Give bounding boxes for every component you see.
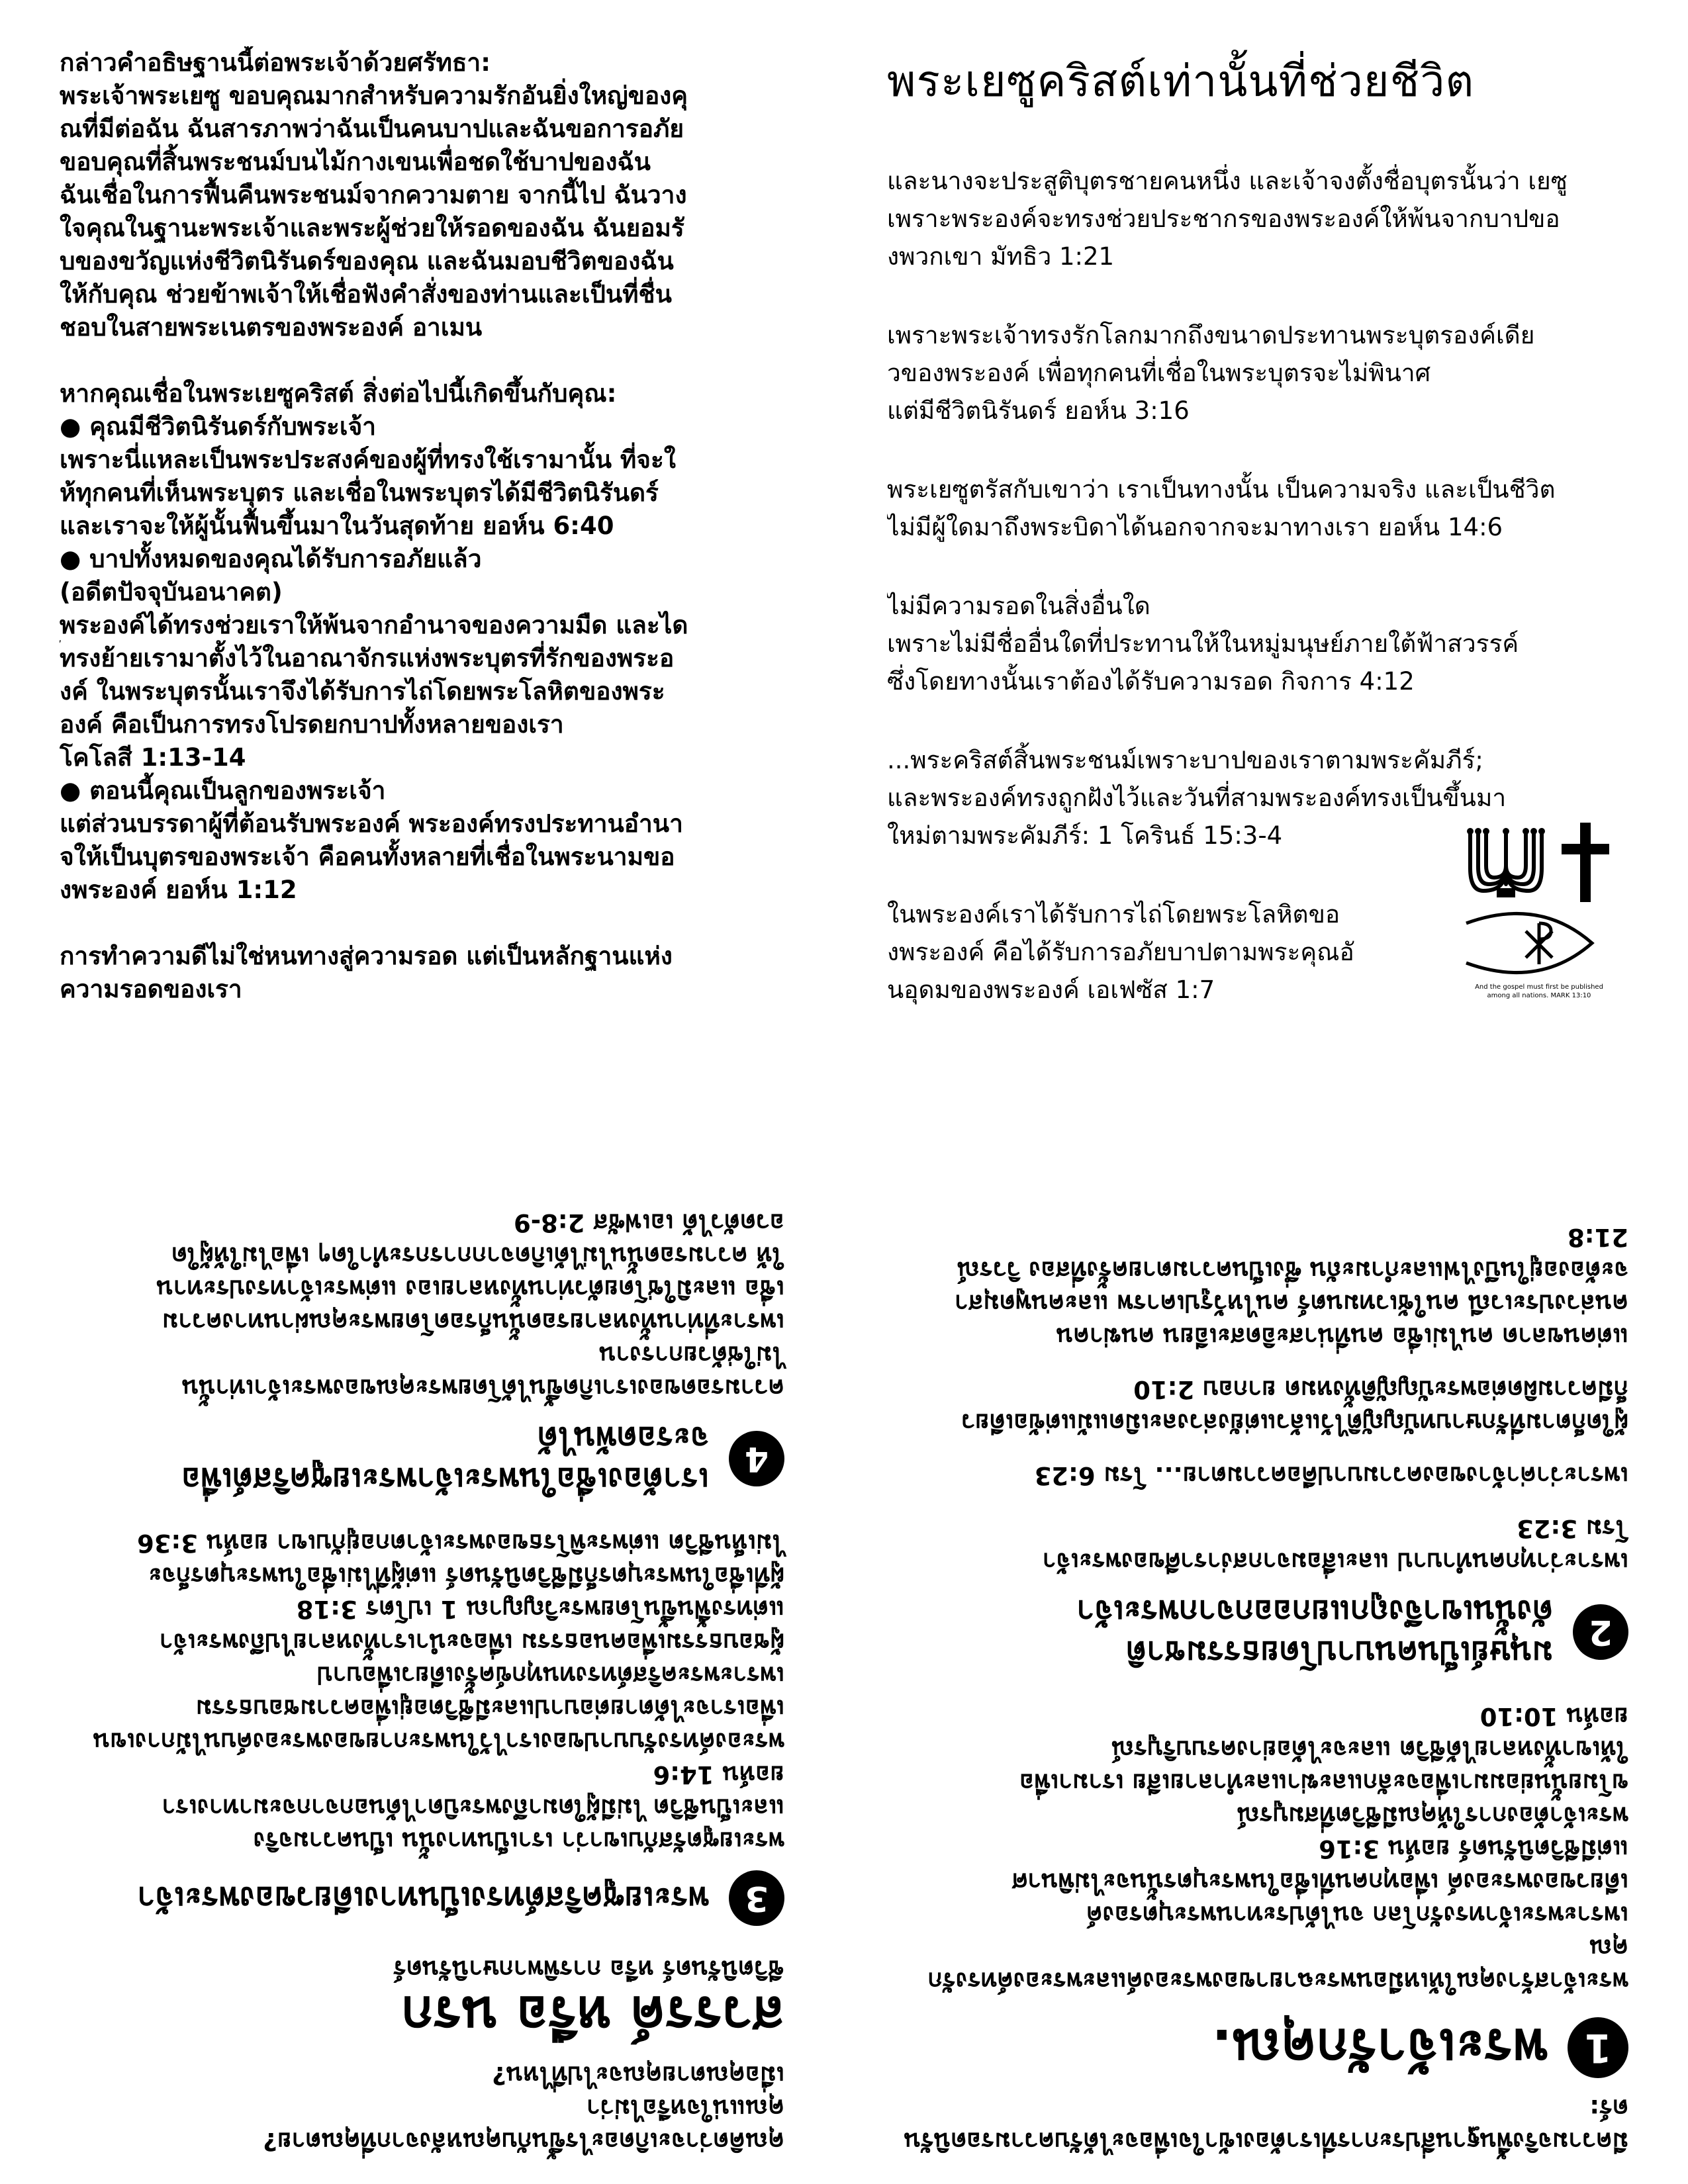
body-line: ความรอดของเราเกิดขึ้นได้โดยพระคุณของพระเจ้าเท่านั้น	[181, 1374, 784, 1402]
results-line: หากคุณเชื่อในพระเยซูคริสต์ สิ่งต่อไปนี้เกิดขึ้นกับคุณ:	[60, 379, 617, 408]
gospel-panel-3-4	[0, 1118, 844, 2184]
verse-line: พระเยซูตรัสกับเขาว่า เราเป็นทางนั้น เป็นความจริง และเป็นชีวิต	[887, 475, 1556, 504]
results-line: ้ทรงย้ายเรามาตั้งไว้ในอาณาจักรแห่งพระบุตรที่รักของพระอ	[60, 644, 675, 672]
verse-line: และพระองค์ทรงถูกฝังไว้และวันที่สามพระองค์ทรงเป็นขึ้นมา	[887, 784, 1507, 812]
verse-block	[887, 162, 1628, 275]
intro-line: คุณคิดว่าจะเกิดอะไรขึ้นกับคุณหลังจากที่คุณตาย?	[263, 2127, 784, 2156]
verse-line: เพราะพระองค์จะทรงช่วยประชากรของพระองค์ให้พ้นจากบาปขอ	[887, 205, 1560, 233]
body-line: และเป็นชีวิต ไม่มีผู้ใดมาถึงพระบิดาได้นอกจากจะมาทางเรา	[162, 1794, 784, 1822]
prayer-line: ชอบในสายพระเนตรของพระองค์ อาเมน	[60, 313, 483, 341]
verse-line: งพวกเขา มัทธิว 1:21	[887, 242, 1115, 271]
verse-block	[887, 471, 1628, 546]
heaven-or-hell-subtitle: ชีวิตนิรันดร์ หรือ การพิพากษานิรันดร์	[393, 1955, 784, 1983]
body-line: เชื่อ และมิใช่โดยตัวท่านทั้งหลายเอง แต่พระเจ้าทรงประทาน	[156, 1275, 784, 1303]
verses-panel	[887, 46, 1628, 1072]
verse-block	[887, 895, 1450, 1009]
results-line: งค์ ในพระบุตรนั้นเราจึงได้รับการไถ่โดยพระโลหิตของพระ	[60, 677, 665, 705]
body-line: ขโมยนั้นย่อมมาเพื่อจะลักและฆ่าและทำลายเสีย เรามาเพื่อ	[1019, 1768, 1628, 1797]
body-line: ก็มีความผิดต่อพระบัญญัติทั้งหมด ยากอบ 2:10	[1133, 1375, 1628, 1404]
section-title-line: มนุษย์เป็นคนบาปโดยธรรมชาติ	[1126, 1634, 1553, 1671]
body-line: ไม่เห็นชีวิต แต่พระพิโรธของพระเจ้าตกอยู่กับเขา ยอห์น 3:36	[137, 1529, 784, 1557]
gospel-panel-1-2	[844, 1118, 1688, 2184]
faith-symbols	[1450, 823, 1628, 1000]
verse-line: ซึ่งโดยทางนั้นเราต้องได้รับความรอด กิจการ 4:12	[887, 667, 1415, 696]
intro-line: คุณแน่ใจหรือไม่ว่า	[586, 2094, 784, 2122]
verse-line: นอุดมของพระองค์ เอเฟซัส 1:7	[887, 976, 1215, 1004]
verse-line: ...พระคริสต์สิ้นพระชนม์เพราะบาปของเราตามพระคัมภีร์;	[887, 746, 1483, 774]
section-title-line: ดังนั้นเขาจึงถูกแยกออกจากพระเจ้า	[1076, 1593, 1553, 1630]
section-number-badge: 2	[1573, 1604, 1628, 1660]
results-line: พระองค์ได้ทรงช่วยเราให้พ้นจากอำนาจของความมืด และได	[60, 611, 688, 639]
section-3-body	[50, 1526, 784, 1857]
prayer-line: ณที่มีต่อฉัน ฉันสารภาพว่าฉันเป็นคนบาปและฉันขอการอภัย	[60, 114, 684, 143]
results-line: ● ตอนนี้คุณเป็นลูกของพระเจ้า	[60, 776, 386, 805]
body-line: พระเจ้าสร้างคุณให้เหมือนพระฉายาของพระองค์และพระองค์ทรงรักคุณ	[927, 1934, 1628, 1995]
menorah-icon	[1466, 826, 1546, 899]
section-title	[181, 1418, 709, 1500]
body-line: พระเยซูตรัสกับเขาว่า เราเป็นทางนั้น เป็นความจริง	[253, 1827, 784, 1855]
results-line: งพระองค์ ยอห์น 1:12	[60, 876, 297, 904]
verse-line: วของพระองค์ เพื่อทุกคนที่เชื่อในพระบุตรจะไม่พินาศ	[887, 359, 1431, 387]
body-line: ผู้ชอบธรรมเพื่อคนอธรรม เพื่อจะนำเราทั้งหลายไปถึงพระเจ้า	[159, 1628, 784, 1657]
section-number-badge: 3	[729, 1870, 784, 1926]
tagline	[1475, 983, 1603, 1000]
prayer-line: ใจคุณในฐานะพระเจ้าและพระผู้ช่วยให้รอดของฉัน ฉันยอมรั	[60, 214, 684, 242]
body-line: ยอห์น 10:10	[1479, 1702, 1628, 1731]
body-line: ให้ ความรอดนั้นไม่ได้เกิดจากการกระทำใดๆ เพื่อไม่ให้ผู้ใด	[171, 1242, 784, 1270]
results-line: ● คุณมีชีวิตนิรันดร์กับพระเจ้า	[60, 412, 377, 441]
results-line: องค์ คือเป็นการทรงโปรดยกบาปทั้งหลายของเรา	[60, 710, 564, 739]
section-title: พระเจ้ารักคุณ.	[1211, 2017, 1548, 2079]
body-line: แต่คนขลาด คนไม่เชื่อ คนที่น่าสะอิดสะเอียน คนฆ่าคน	[1056, 1322, 1628, 1351]
body-line: จะต้องอยู่ในบึงไฟและกำมะถัน ซึ่งเป็นความตายครั้งที่สอง วิวรณ์ 21:8	[957, 1223, 1628, 1285]
section-title-line: เราต้องเชื่อในพระเจ้าพระเยซูคริสต์เพื่อ	[181, 1461, 709, 1498]
body-line: พระองค์ทรงรับบาปของเราไว้ในพระกายของพระองค์บนไม้กางเขน	[93, 1727, 784, 1756]
section-1-header	[894, 2017, 1628, 2078]
results-line: และเราจะให้ผู้นั้นฟื้นขึ้นมาในวันสุดท้าย ยอห์น 6:40	[60, 512, 614, 540]
results-line: แต่ส่วนบรรดาผู้ที่ต้อนรับพระองค์ พระองค์ทรงประทานอำนา	[60, 809, 683, 838]
verse-line: เพราะไม่มีชื่ออื่นใดที่ประทานให้ในหมู่มนุษย์ภายใต้ฟ้าสวรรค์	[887, 629, 1519, 658]
intro-line: มีความจริงพื้นฐานสี่ประการที่เราต้องเข้าใจเพื่อจะได้รับความรอดนิรันดร์:	[904, 2094, 1628, 2156]
body-line: ให้เขาทั้งหลายได้ชีวิต และจะได้อย่างครบบริบูรณ์	[1111, 1735, 1628, 1764]
body-line: อวดตัวได้ เอเฟซัส 2:8-9	[513, 1208, 784, 1237]
section-number-badge: 4	[729, 1431, 784, 1486]
tagline-line: among all nations. MARK 13:10	[1487, 992, 1591, 999]
verse-line: แต่มีชีวิตนิรันดร์ ยอห์น 3:16	[887, 396, 1190, 425]
body-line: เพื่อเราจะได้ตายต่อบาปและมีชีวิตอยู่เพื่อความชอบธรรม	[195, 1694, 784, 1723]
verse-line: ไม่มีความรอดในสิ่งอื่นใด	[887, 592, 1150, 620]
results-line: (อดีตปัจจุบันอนาคต)	[60, 578, 283, 606]
intro-block	[50, 2058, 784, 2158]
section-2-header	[894, 1591, 1628, 1673]
body-line: ยอห์น 14:6	[653, 1760, 784, 1789]
verse-line: เพราะพระเจ้าทรงรักโลกมากถึงขนาดประทานพระบุตรองค์เดีย	[887, 321, 1535, 349]
section-4-body	[50, 1206, 784, 1404]
section-2-body	[894, 1220, 1628, 1578]
results-line: โคโลสี 1:13-14	[60, 743, 246, 772]
results-line: จให้เป็นบุตรของพระเจ้า คือคนทั้งหลายที่เชื่อในพระนามขอ	[60, 842, 675, 871]
verse-block	[887, 587, 1628, 700]
body-line: ผู้ใดก็ตามที่รักษาบทบัญญัติไว้แล้วแต่ยังล่วงละเมิดแม้แต่ข้อเดียว	[961, 1408, 1628, 1437]
heaven-or-hell-title: สวรรค์ หรือ นรก	[401, 1985, 784, 2046]
prayer-line: ให้กับคุณ ช่วยข้าพเจ้าให้เชื่อฟังคำสั่งของท่านและเป็นที่ชื่น	[60, 280, 672, 308]
prayer-line: พระเจ้าพระเยซู ขอบคุณมากสำหรับความรักอันยิ่งใหญ่ของคุ	[60, 81, 688, 110]
section-title	[1076, 1591, 1553, 1673]
body-line: เพราะพระคริสต์ทรงทนทุกข์ครั้งเดียวเพื่อบาป	[317, 1661, 784, 1690]
intro-line: เมื่อคุณตายคุณจะไปที่ไหน?	[492, 2061, 784, 2089]
closing-line: ความรอดของเรา	[60, 975, 242, 1003]
page-title: พระเยซูคริสต์เท่านั้นที่ช่วยชีวิต	[887, 56, 1475, 107]
body-line: พระเจ้าต้องการให้คุณมีชีวิตที่สมบูรณ์	[1237, 1801, 1628, 1830]
prayer-line: ฉันเชื่อในการฟื้นคืนพระชนม์จากความตาย จากนี้ไป ฉันวาง	[60, 181, 687, 209]
body-line: เพราะว่าทุกคนทำบาป และเสื่อมจากสง่าราศีของพระเจ้า	[1042, 1547, 1628, 1576]
section-1-body	[894, 1700, 1628, 1997]
results-line: เพราะนี่แหละเป็นพระประสงค์ของผู้ที่ทรงใช้เรามานั้น ที่จะใ	[60, 445, 676, 474]
results-line: ห้ทุกคนที่เห็นพระบุตร และเชื่อในพระบุตรได้มีชีวิตนิรันดร์	[60, 478, 659, 507]
prayer-line: บของขวัญแห่งชีวิตนิรันดร์ของคุณ และฉันมอบชีวิตของฉัน	[60, 247, 674, 275]
section-3-header	[50, 1870, 784, 1926]
body-line: โรม 3:23	[1516, 1514, 1628, 1543]
prayer-panel	[60, 46, 808, 1072]
body-line: เพราะที่ท่านทั้งหลายรอดนั้นก็รอดโดยพระคุณผ่านทางความ	[162, 1308, 784, 1336]
section-4-header	[50, 1418, 784, 1500]
verse-line: ในพระองค์เราได้รับการไถ่โดยพระโลหิตขอ	[887, 900, 1340, 929]
prayer-line: ขอบคุณที่สิ้นพระชนม์บนไม้กางเขนเพื่อชดใช้บาปของฉัน	[60, 148, 651, 176]
body-line: คนล่วงประเวณี คนใช้เวทมนตร์ คนไหว้รูปเคารพ และคนพูดมุสา	[954, 1289, 1628, 1318]
body-line: ไม่ใช่ด้วยการงาน	[599, 1341, 784, 1369]
body-line: แต่ทรงฟื้นขึ้นโดยพระวิญญาณ 1 เปโตร 3:18	[296, 1595, 784, 1623]
verse-block	[887, 316, 1628, 430]
results-line: ● บาปทั้งหมดของคุณได้รับการอภัยแล้ว	[60, 545, 482, 573]
verse-line: ไม่มีผู้ใดมาถึงพระบิดาได้นอกจากจะมาทางเรา ยอห์น 14:6	[887, 513, 1503, 541]
body-line: เพราะว่าค่าจ้างของความบาปคือความตาย... โรม 6:23	[1034, 1461, 1628, 1490]
cross-icon	[1559, 823, 1612, 902]
verse-line: งพระองค์ คือได้รับการอภัยบาปตามพระคุณอั	[887, 938, 1354, 966]
prayer-intro: กล่าวคำอธิษฐานนี้ต่อพระเจ้าด้วยศรัทธา:	[60, 48, 491, 77]
body-line: เพราะพระเจ้าทรงรักโลก จนได้ประทานพระบุตรองค์	[1086, 1901, 1628, 1929]
section-title: พระเยซูคริสต์ทรงเป็นทางเดียวของพระเจ้า	[137, 1880, 709, 1917]
closing-line: การทำความดีไม่ใช่หนทางสู่ความรอด แต่เป็นหลักฐานแห่ง	[60, 942, 673, 970]
body-line: แต่มีชีวิตนิรันดร์ ยอห์น 3:16	[1319, 1835, 1628, 1863]
tagline-line: And the gospel must first be published	[1475, 983, 1603, 991]
section-number-badge: 1	[1568, 2017, 1628, 2078]
verse-line: ใหม่ตามพระคัมภีร์: 1 โครินธ์ 15:3-4	[887, 821, 1283, 850]
ichthys-chi-rho-icon	[1460, 910, 1618, 976]
section-title-line: จะรอดพ้นได้	[537, 1420, 709, 1457]
body-line: ผู้ที่เชื่อในพระบุตรก็มีชีวิตนิรันดร์ แต่ผู้ที่ไม่เชื่อในพระบุตรก็จะ	[148, 1562, 784, 1590]
last-verse-row	[887, 895, 1628, 1050]
verse-line: และนางจะประสูติบุตรชายคนหนึ่ง และเจ้าจงตั้งชื่อบุตรนั้นว่า เยซู	[887, 167, 1568, 195]
body-line: เดียวของพระองค์ เพื่อทุกคนที่เชื่อในพระบุตรนั้นจะไม่พินาศ	[1011, 1868, 1628, 1896]
